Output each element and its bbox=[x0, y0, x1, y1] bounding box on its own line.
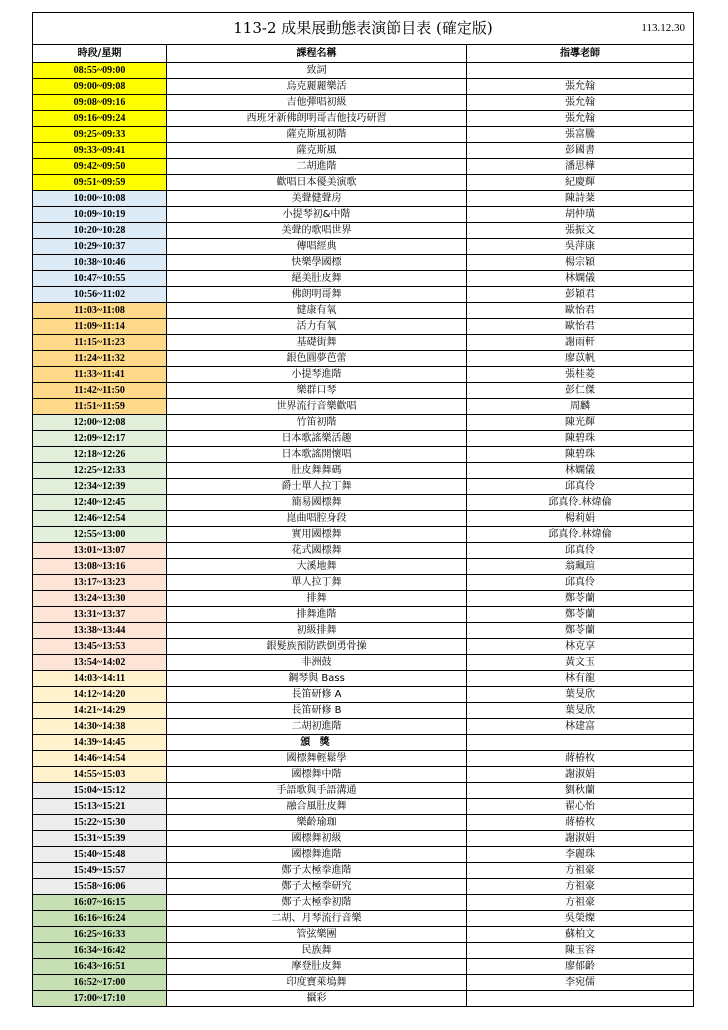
time-slot-cell: 14:21~14:29 bbox=[33, 703, 167, 719]
course-name-cell: 二胡進階 bbox=[167, 159, 467, 175]
teacher-cell: 楊莉娟 bbox=[467, 511, 694, 527]
teacher-cell: 劉秋蘭 bbox=[467, 783, 694, 799]
time-slot-cell: 13:54~14:02 bbox=[33, 655, 167, 671]
time-slot-cell: 10:29~10:37 bbox=[33, 239, 167, 255]
table-row bbox=[33, 239, 694, 255]
course-name-cell: 世界流行音樂歡唱 bbox=[167, 399, 467, 415]
time-slot-cell: 12:09~12:17 bbox=[33, 431, 167, 447]
table-row bbox=[33, 751, 694, 767]
teacher-cell: 謝淑娟 bbox=[467, 767, 694, 783]
course-name-cell: 頒 獎 bbox=[167, 735, 467, 751]
teacher-cell: 潘思樺 bbox=[467, 159, 694, 175]
course-name-cell: 樂齡瑜珈 bbox=[167, 815, 467, 831]
teacher-cell: 張富騰 bbox=[467, 127, 694, 143]
table-row bbox=[33, 735, 694, 751]
course-name-cell: 薩克斯風 bbox=[167, 143, 467, 159]
time-slot-cell: 09:51~09:59 bbox=[33, 175, 167, 191]
table-row bbox=[33, 399, 694, 415]
teacher-cell: 吳榮燦 bbox=[467, 911, 694, 927]
time-slot-cell: 08:55~09:00 bbox=[33, 63, 167, 79]
course-name-cell: 傳唱經典 bbox=[167, 239, 467, 255]
time-slot-cell: 13:08~13:16 bbox=[33, 559, 167, 575]
teacher-cell: 張桂菱 bbox=[467, 367, 694, 383]
course-name-cell: 鋼琴與 Bass bbox=[167, 671, 467, 687]
time-slot-cell: 16:34~16:42 bbox=[33, 943, 167, 959]
header-row bbox=[33, 45, 694, 63]
teacher-cell: 彭國書 bbox=[467, 143, 694, 159]
table-row bbox=[33, 879, 694, 895]
course-name-cell: 竹笛初階 bbox=[167, 415, 467, 431]
course-name-cell: 二胡初進階 bbox=[167, 719, 467, 735]
time-slot-cell: 16:43~16:51 bbox=[33, 959, 167, 975]
table-row bbox=[33, 527, 694, 543]
time-slot-cell: 09:08~09:16 bbox=[33, 95, 167, 111]
time-slot-cell: 15:22~15:30 bbox=[33, 815, 167, 831]
table-row bbox=[33, 991, 694, 1007]
teacher-cell: 林有龍 bbox=[467, 671, 694, 687]
table-row bbox=[33, 191, 694, 207]
time-slot-cell: 09:25~09:33 bbox=[33, 127, 167, 143]
teacher-cell: 方祖豪 bbox=[467, 879, 694, 895]
course-name-cell: 爵士單人拉丁舞 bbox=[167, 479, 467, 495]
time-slot-cell: 10:20~10:28 bbox=[33, 223, 167, 239]
course-name-cell: 崑曲唱腔身段 bbox=[167, 511, 467, 527]
time-slot-cell: 11:51~11:59 bbox=[33, 399, 167, 415]
teacher-cell: 邱真伶 bbox=[467, 543, 694, 559]
teacher-cell: 林嫻儀 bbox=[467, 271, 694, 287]
time-slot-cell: 09:33~09:41 bbox=[33, 143, 167, 159]
course-name-cell: 美聲的歌唱世界 bbox=[167, 223, 467, 239]
time-slot-cell: 15:31~15:39 bbox=[33, 831, 167, 847]
time-slot-cell: 12:55~13:00 bbox=[33, 527, 167, 543]
table-row bbox=[33, 719, 694, 735]
table-row bbox=[33, 671, 694, 687]
table-row bbox=[33, 591, 694, 607]
table-row bbox=[33, 351, 694, 367]
time-slot-cell: 12:25~12:33 bbox=[33, 463, 167, 479]
table-row bbox=[33, 927, 694, 943]
title-row bbox=[33, 13, 694, 45]
table-row bbox=[33, 319, 694, 335]
table-row bbox=[33, 207, 694, 223]
table-row bbox=[33, 463, 694, 479]
time-slot-cell: 10:38~10:46 bbox=[33, 255, 167, 271]
teacher-cell: 林建富 bbox=[467, 719, 694, 735]
course-name-cell: 樂群口琴 bbox=[167, 383, 467, 399]
course-name-cell: 單人拉丁舞 bbox=[167, 575, 467, 591]
time-slot-cell: 09:42~09:50 bbox=[33, 159, 167, 175]
teacher-cell: 蘇柏文 bbox=[467, 927, 694, 943]
table-row bbox=[33, 79, 694, 95]
course-name-cell: 二胡、月琴流行音樂 bbox=[167, 911, 467, 927]
time-slot-cell: 16:16~16:24 bbox=[33, 911, 167, 927]
table-row bbox=[33, 847, 694, 863]
header-time: 時段/星期 bbox=[33, 45, 167, 63]
table-row bbox=[33, 767, 694, 783]
teacher-cell: 陳碧珠 bbox=[467, 447, 694, 463]
time-slot-cell: 15:49~15:57 bbox=[33, 863, 167, 879]
teacher-cell bbox=[467, 991, 694, 1007]
course-name-cell: 簡易國標舞 bbox=[167, 495, 467, 511]
teacher-cell bbox=[467, 63, 694, 79]
course-name-cell: 手語歌與手語溝通 bbox=[167, 783, 467, 799]
teacher-cell: 李宛儒 bbox=[467, 975, 694, 991]
time-slot-cell: 17:00~17:10 bbox=[33, 991, 167, 1007]
table-row bbox=[33, 335, 694, 351]
time-slot-cell: 12:40~12:45 bbox=[33, 495, 167, 511]
teacher-cell: 謝雨軒 bbox=[467, 335, 694, 351]
course-name-cell: 歡唱日本優美演歌 bbox=[167, 175, 467, 191]
table-row bbox=[33, 383, 694, 399]
teacher-cell: 歐怡君 bbox=[467, 319, 694, 335]
teacher-cell: 陳碧珠 bbox=[467, 431, 694, 447]
teacher-cell: 葉旻欣 bbox=[467, 703, 694, 719]
course-name-cell: 鄭子太極拳初階 bbox=[167, 895, 467, 911]
teacher-cell: 張允翰 bbox=[467, 79, 694, 95]
table-row bbox=[33, 95, 694, 111]
course-name-cell: 摩登肚皮舞 bbox=[167, 959, 467, 975]
teacher-cell: 陳光輝 bbox=[467, 415, 694, 431]
table-row bbox=[33, 111, 694, 127]
course-name-cell: 小提琴初&中階 bbox=[167, 207, 467, 223]
course-name-cell: 長笛研修 A bbox=[167, 687, 467, 703]
teacher-cell: 彭仁傑 bbox=[467, 383, 694, 399]
teacher-cell: 葉旻欣 bbox=[467, 687, 694, 703]
teacher-cell: 翁珮瑄 bbox=[467, 559, 694, 575]
time-slot-cell: 11:33~11:41 bbox=[33, 367, 167, 383]
teacher-cell: 紀慶輝 bbox=[467, 175, 694, 191]
time-slot-cell: 09:00~09:08 bbox=[33, 79, 167, 95]
time-slot-cell: 15:04~15:12 bbox=[33, 783, 167, 799]
teacher-cell: 廖郁齡 bbox=[467, 959, 694, 975]
table-row bbox=[33, 447, 694, 463]
course-name-cell: 美聲健聲房 bbox=[167, 191, 467, 207]
document-title: 113-2 成果展動態表演節目表 (確定版) bbox=[233, 19, 493, 37]
course-name-cell: 薩克斯風初階 bbox=[167, 127, 467, 143]
time-slot-cell: 12:00~12:08 bbox=[33, 415, 167, 431]
course-name-cell: 管弦樂團 bbox=[167, 927, 467, 943]
table-row bbox=[33, 863, 694, 879]
table-row bbox=[33, 655, 694, 671]
course-name-cell: 初級排舞 bbox=[167, 623, 467, 639]
table-row bbox=[33, 223, 694, 239]
teacher-cell: 廖苡帆 bbox=[467, 351, 694, 367]
teacher-cell: 吳萍康 bbox=[467, 239, 694, 255]
time-slot-cell: 12:34~12:39 bbox=[33, 479, 167, 495]
time-slot-cell: 14:39~14:45 bbox=[33, 735, 167, 751]
course-name-cell: 國標舞中階 bbox=[167, 767, 467, 783]
course-name-cell: 攝彩 bbox=[167, 991, 467, 1007]
time-slot-cell: 10:09~10:19 bbox=[33, 207, 167, 223]
time-slot-cell: 10:47~10:55 bbox=[33, 271, 167, 287]
time-slot-cell: 12:18~12:26 bbox=[33, 447, 167, 463]
course-name-cell: 肚皮舞舞碼 bbox=[167, 463, 467, 479]
time-slot-cell: 14:46~14:54 bbox=[33, 751, 167, 767]
course-name-cell: 日本歌謠樂活趣 bbox=[167, 431, 467, 447]
table-row bbox=[33, 63, 694, 79]
course-name-cell: 小提琴進階 bbox=[167, 367, 467, 383]
course-name-cell: 國標舞進階 bbox=[167, 847, 467, 863]
teacher-cell: 邱真伶 bbox=[467, 575, 694, 591]
course-name-cell: 排舞 bbox=[167, 591, 467, 607]
time-slot-cell: 11:09~11:14 bbox=[33, 319, 167, 335]
table-row bbox=[33, 911, 694, 927]
course-name-cell: 銀髮族預防跌倒勇骨操 bbox=[167, 639, 467, 655]
table-row bbox=[33, 959, 694, 975]
time-slot-cell: 11:15~11:23 bbox=[33, 335, 167, 351]
course-name-cell: 國標舞初級 bbox=[167, 831, 467, 847]
teacher-cell: 胡仲璜 bbox=[467, 207, 694, 223]
course-name-cell: 民族舞 bbox=[167, 943, 467, 959]
table-row bbox=[33, 159, 694, 175]
course-name-cell: 印度寶萊塢舞 bbox=[167, 975, 467, 991]
title-cell bbox=[33, 13, 694, 45]
table-row bbox=[33, 623, 694, 639]
table-row bbox=[33, 943, 694, 959]
teacher-cell: 邱真伶.林煒倫 bbox=[467, 495, 694, 511]
teacher-cell: 鄭苓蘭 bbox=[467, 607, 694, 623]
schedule-table bbox=[32, 12, 694, 1007]
course-name-cell: 非洲鼓 bbox=[167, 655, 467, 671]
table-row bbox=[33, 495, 694, 511]
course-name-cell: 國標舞輕鬆學 bbox=[167, 751, 467, 767]
teacher-cell: 鄭苓蘭 bbox=[467, 623, 694, 639]
teacher-cell: 邱真伶 bbox=[467, 479, 694, 495]
time-slot-cell: 15:13~15:21 bbox=[33, 799, 167, 815]
teacher-cell: 方祖豪 bbox=[467, 895, 694, 911]
time-slot-cell: 16:25~16:33 bbox=[33, 927, 167, 943]
teacher-cell: 林嫻儀 bbox=[467, 463, 694, 479]
teacher-cell: 鄭苓蘭 bbox=[467, 591, 694, 607]
table-row bbox=[33, 559, 694, 575]
table-row bbox=[33, 543, 694, 559]
teacher-cell: 林克享 bbox=[467, 639, 694, 655]
table-row bbox=[33, 415, 694, 431]
header-course: 課程名稱 bbox=[167, 45, 467, 63]
time-slot-cell: 13:45~13:53 bbox=[33, 639, 167, 655]
time-slot-cell: 11:03~11:08 bbox=[33, 303, 167, 319]
course-name-cell: 長笛研修 B bbox=[167, 703, 467, 719]
teacher-cell: 謝淑娟 bbox=[467, 831, 694, 847]
teacher-cell: 張振文 bbox=[467, 223, 694, 239]
time-slot-cell: 16:07~16:15 bbox=[33, 895, 167, 911]
table-row bbox=[33, 175, 694, 191]
course-name-cell: 活力有氧 bbox=[167, 319, 467, 335]
course-name-cell: 吉他彈唱初級 bbox=[167, 95, 467, 111]
time-slot-cell: 13:31~13:37 bbox=[33, 607, 167, 623]
table-row bbox=[33, 975, 694, 991]
table-row bbox=[33, 607, 694, 623]
table-row bbox=[33, 287, 694, 303]
course-name-cell: 佛朗明哥舞 bbox=[167, 287, 467, 303]
table-row bbox=[33, 511, 694, 527]
time-slot-cell: 11:24~11:32 bbox=[33, 351, 167, 367]
time-slot-cell: 14:03~14:11 bbox=[33, 671, 167, 687]
table-row bbox=[33, 799, 694, 815]
course-name-cell: 花式國標舞 bbox=[167, 543, 467, 559]
time-slot-cell: 13:17~13:23 bbox=[33, 575, 167, 591]
course-name-cell: 日本歌謠開懷唱 bbox=[167, 447, 467, 463]
course-name-cell: 快樂學國標 bbox=[167, 255, 467, 271]
teacher-cell: 彭穎君 bbox=[467, 287, 694, 303]
header-teacher: 指導老師 bbox=[467, 45, 694, 63]
course-name-cell: 大溪地舞 bbox=[167, 559, 467, 575]
time-slot-cell: 13:38~13:44 bbox=[33, 623, 167, 639]
time-slot-cell: 16:52~17:00 bbox=[33, 975, 167, 991]
teacher-cell: 歐怡君 bbox=[467, 303, 694, 319]
time-slot-cell: 14:55~15:03 bbox=[33, 767, 167, 783]
table-row bbox=[33, 431, 694, 447]
teacher-cell bbox=[467, 735, 694, 751]
course-name-cell: 致詞 bbox=[167, 63, 467, 79]
table-row bbox=[33, 479, 694, 495]
course-name-cell: 融合風肚皮舞 bbox=[167, 799, 467, 815]
table-row bbox=[33, 639, 694, 655]
time-slot-cell: 14:30~14:38 bbox=[33, 719, 167, 735]
time-slot-cell: 14:12~14:20 bbox=[33, 687, 167, 703]
course-name-cell: 鄭子太極拳研究 bbox=[167, 879, 467, 895]
table-row bbox=[33, 815, 694, 831]
teacher-cell: 蔣椿枚 bbox=[467, 815, 694, 831]
teacher-cell: 張允翰 bbox=[467, 95, 694, 111]
time-slot-cell: 12:46~12:54 bbox=[33, 511, 167, 527]
teacher-cell: 方祖豪 bbox=[467, 863, 694, 879]
time-slot-cell: 10:00~10:08 bbox=[33, 191, 167, 207]
course-name-cell: 基礎街舞 bbox=[167, 335, 467, 351]
teacher-cell: 黃文玉 bbox=[467, 655, 694, 671]
course-name-cell: 排舞進階 bbox=[167, 607, 467, 623]
table-row bbox=[33, 575, 694, 591]
course-name-cell: 實用國標舞 bbox=[167, 527, 467, 543]
time-slot-cell: 10:56~11:02 bbox=[33, 287, 167, 303]
time-slot-cell: 15:58~16:06 bbox=[33, 879, 167, 895]
teacher-cell: 邱真伶.林煒倫 bbox=[467, 527, 694, 543]
time-slot-cell: 15:40~15:48 bbox=[33, 847, 167, 863]
course-name-cell: 鄭子太極拳進階 bbox=[167, 863, 467, 879]
table-row bbox=[33, 687, 694, 703]
table-row bbox=[33, 367, 694, 383]
teacher-cell: 楊宗穎 bbox=[467, 255, 694, 271]
table-row bbox=[33, 127, 694, 143]
time-slot-cell: 13:24~13:30 bbox=[33, 591, 167, 607]
course-name-cell: 烏克麗麗樂活 bbox=[167, 79, 467, 95]
table-row bbox=[33, 703, 694, 719]
title-wrap bbox=[33, 13, 693, 44]
teacher-cell: 張允翰 bbox=[467, 111, 694, 127]
teacher-cell: 陳詩棻 bbox=[467, 191, 694, 207]
course-name-cell: 西班牙新佛朗明哥吉他技巧研習 bbox=[167, 111, 467, 127]
time-slot-cell: 13:01~13:07 bbox=[33, 543, 167, 559]
teacher-cell: 周麟 bbox=[467, 399, 694, 415]
teacher-cell: 翟心怡 bbox=[467, 799, 694, 815]
course-name-cell: 絕美肚皮舞 bbox=[167, 271, 467, 287]
teacher-cell: 陳玉容 bbox=[467, 943, 694, 959]
time-slot-cell: 09:16~09:24 bbox=[33, 111, 167, 127]
table-row bbox=[33, 303, 694, 319]
table-row bbox=[33, 831, 694, 847]
document-date: 113.12.30 bbox=[641, 22, 686, 34]
teacher-cell: 李麗珠 bbox=[467, 847, 694, 863]
time-slot-cell: 11:42~11:50 bbox=[33, 383, 167, 399]
course-name-cell: 銀色圓夢芭蕾 bbox=[167, 351, 467, 367]
course-name-cell: 健康有氧 bbox=[167, 303, 467, 319]
table-row bbox=[33, 143, 694, 159]
table-row bbox=[33, 783, 694, 799]
teacher-cell: 蔣椿枚 bbox=[467, 751, 694, 767]
table-row bbox=[33, 895, 694, 911]
schedule-rows bbox=[33, 63, 694, 1007]
table-row bbox=[33, 271, 694, 287]
table-row bbox=[33, 255, 694, 271]
